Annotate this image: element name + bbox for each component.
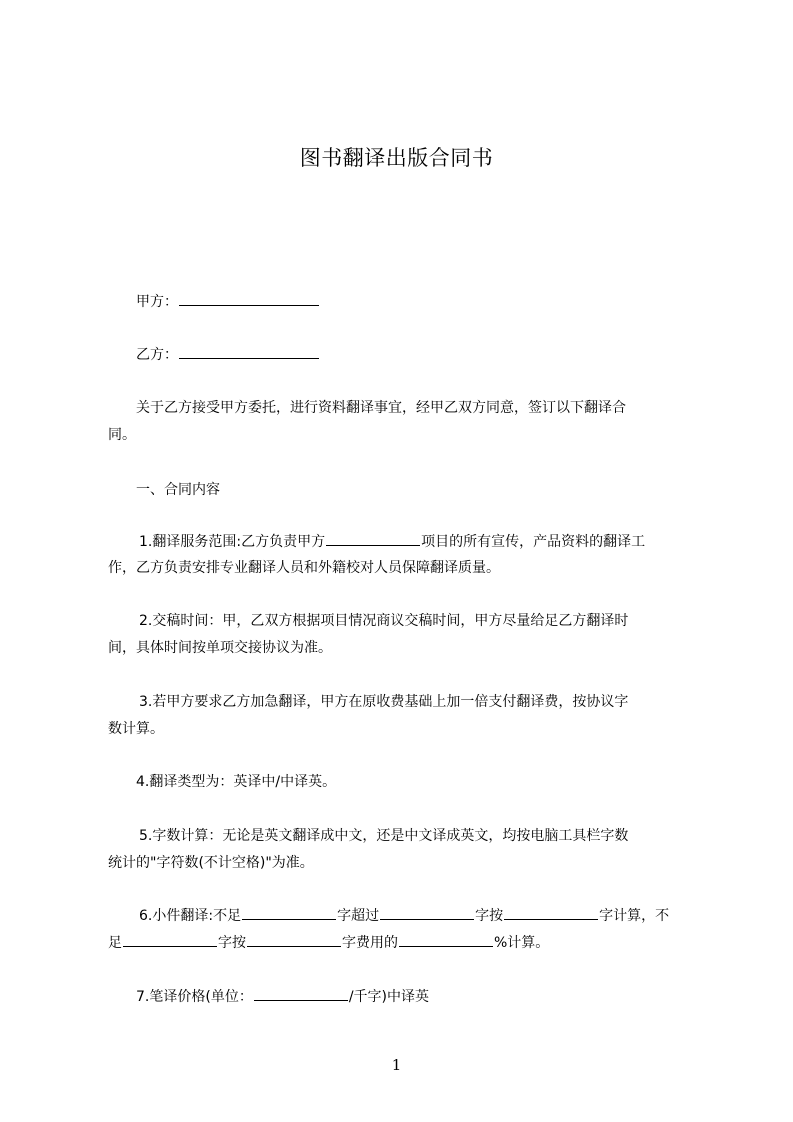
party-a-label: 甲方： (136, 294, 178, 310)
item-1-text-b: 项目的所有宣传，产品资料的翻译工 (421, 534, 646, 550)
item-6-text-f: 字按 (218, 935, 246, 951)
item-6-text-e: 足 (108, 935, 122, 951)
item-6-blank-4[interactable] (123, 932, 217, 947)
page-number: 1 (391, 1056, 402, 1074)
item-6-text-b: 字超过 (337, 908, 380, 924)
item-7-text-a: 7.笔译价格(单位： (136, 989, 253, 1005)
party-b-line (108, 344, 736, 365)
intro-line-1: 关于乙方接受甲方委托，进行资料翻译事宜，经甲乙双方同意，签订以下翻译合 (136, 400, 626, 416)
item-7-blank[interactable] (254, 986, 348, 1001)
item-1-line-2: 作，乙方负责安排专业翻译人员和外籍校对人员保障翻译质量。 (108, 560, 500, 576)
item-5-line-2: 统计的"字符数(不计空格)"为准。 (108, 855, 314, 871)
item-6-text-g: 字费用的 (342, 935, 398, 951)
document-title: 图书翻译出版合同书 (299, 146, 494, 170)
item-2-line-1: 2.交稿时间：甲，乙双方根据项目情况商议交稿时间，甲方尽量给足乙方翻译时 (139, 613, 629, 629)
item-6-text-c: 字按 (475, 908, 504, 924)
item-7-line-1 (108, 986, 736, 1007)
item-6-text-h: %计算。 (494, 935, 550, 951)
intro-line-2: 同。 (108, 427, 136, 443)
item-6-text-d: 字计算，不 (599, 908, 670, 924)
item-1-text-a: 1.翻译服务范围:乙方负责甲方 (139, 534, 326, 550)
item-1-line-1 (108, 531, 739, 552)
item-6-blank-3[interactable] (504, 905, 598, 920)
item-5-line-1: 5.字数计算：无论是英文翻译成中文，还是中文译成英文，均按电脑工具栏字数 (139, 828, 629, 844)
party-b-blank[interactable] (179, 344, 319, 359)
item-6-blank-2[interactable] (380, 905, 474, 920)
item-3-line-1: 3.若甲方要求乙方加急翻译，甲方在原收费基础上加一倍支付翻译费，按协议字 (139, 694, 629, 710)
party-a-line (108, 291, 736, 312)
item-6-blank-5[interactable] (247, 932, 341, 947)
section-heading: 一、合同内容 (136, 482, 220, 498)
item-6-line-1 (108, 905, 739, 926)
item-7-text-b: /千字)中译英 (348, 989, 430, 1005)
item-6-blank-6[interactable] (399, 932, 493, 947)
item-6-text-a: 6.小件翻译:不足 (139, 908, 242, 924)
item-6-blank-1[interactable] (242, 905, 336, 920)
item-6-line-2 (108, 932, 708, 953)
item-2-line-2: 间，具体时间按单项交接协议为准。 (108, 640, 332, 656)
item-1-blank[interactable] (326, 531, 420, 546)
item-4-line-1: 4.翻译类型为：英译中/中译英。 (136, 774, 337, 790)
item-3-line-2: 数计算。 (108, 721, 164, 737)
party-b-label: 乙方： (136, 347, 178, 363)
party-a-blank[interactable] (179, 291, 319, 306)
